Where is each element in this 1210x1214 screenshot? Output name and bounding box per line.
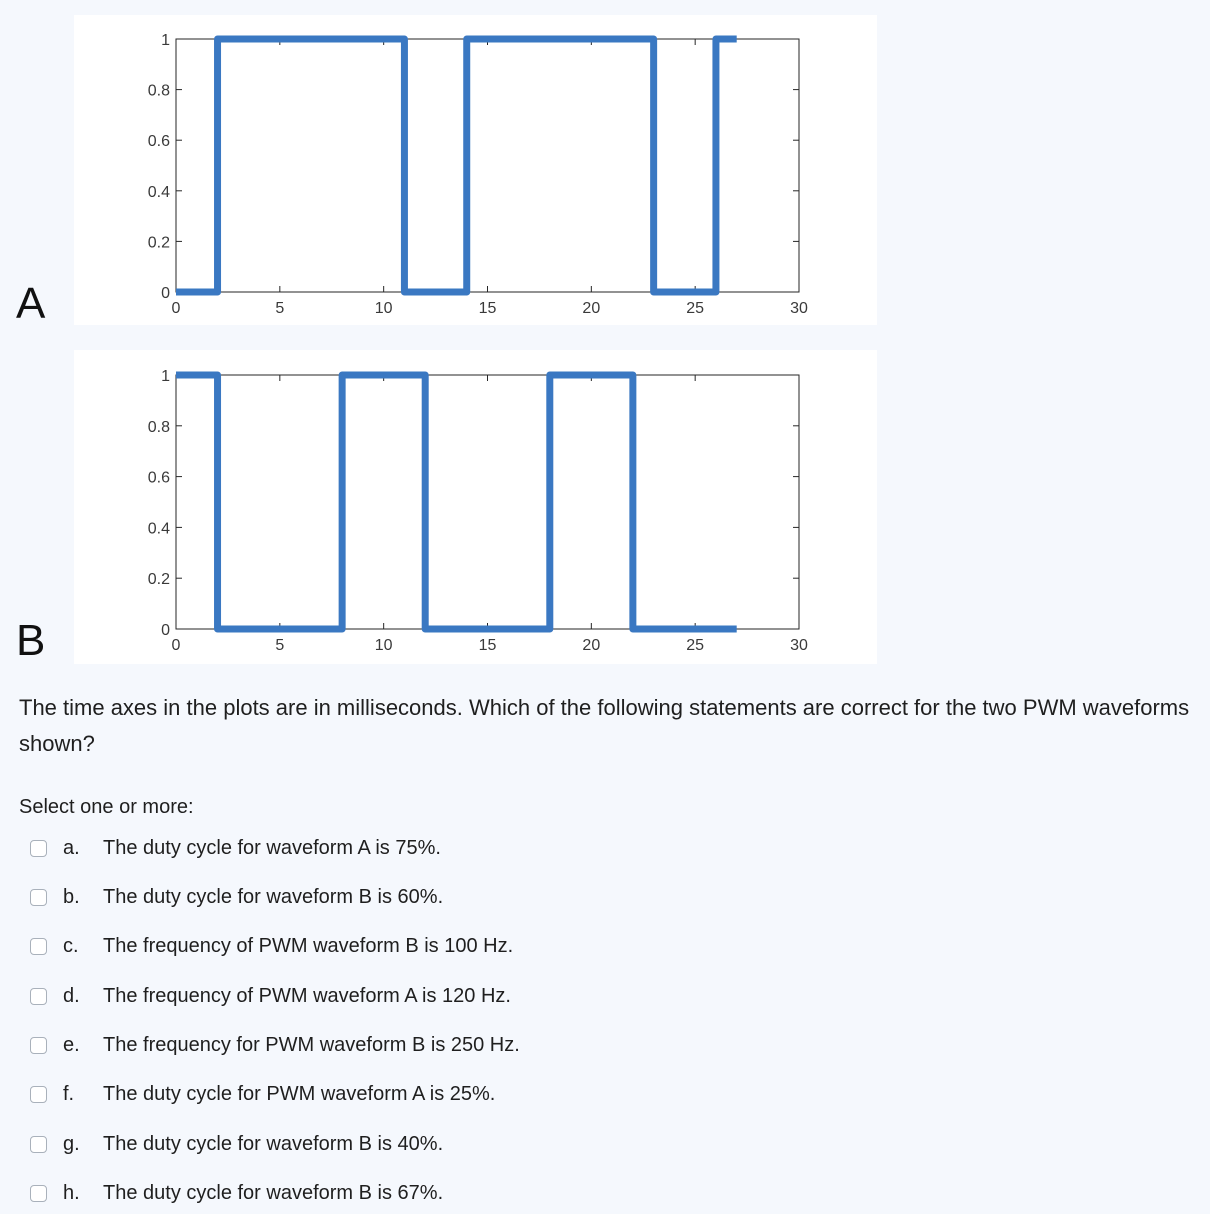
- checkbox[interactable]: [30, 1086, 47, 1103]
- option-a[interactable]: [0, 828, 700, 868]
- x-tick-label: 10: [374, 637, 393, 654]
- option-e[interactable]: [0, 1025, 700, 1065]
- plot-a: [74, 15, 877, 325]
- axes-box: [176, 375, 799, 629]
- option-text: The duty cycle for waveform B is 40%.: [103, 1132, 444, 1155]
- y-tick-label: 0.6: [147, 133, 170, 151]
- option-text: The frequency of PWM waveform B is 100 Hz.: [103, 934, 514, 957]
- axes-box: [176, 39, 799, 292]
- x-tick-label: 10: [374, 300, 393, 317]
- x-tick-label: 20: [582, 637, 601, 654]
- series-line: [176, 375, 737, 629]
- x-tick-label: 5: [275, 637, 285, 654]
- y-tick-label: 0: [161, 622, 170, 639]
- option-letter: c.: [63, 934, 79, 957]
- y-tick-label: 0.6: [147, 469, 170, 487]
- checkbox[interactable]: [30, 840, 47, 857]
- y-tick-label: 0.2: [147, 571, 170, 589]
- plot-b-label: B: [16, 616, 46, 665]
- option-text: The frequency for PWM waveform B is 250 Hz.: [103, 1033, 520, 1056]
- x-tick-label: 15: [478, 300, 497, 317]
- option-text: The frequency of PWM waveform A is 120 Hz.: [103, 984, 511, 1007]
- option-letter: g.: [63, 1132, 80, 1155]
- option-text: The duty cycle for PWM waveform A is 25%.: [103, 1082, 496, 1105]
- plot-b: [74, 350, 877, 664]
- y-tick-label: 0.8: [147, 82, 170, 100]
- plot-a-label: A: [16, 279, 46, 328]
- option-letter: a.: [63, 836, 80, 859]
- x-tick-label: 30: [790, 300, 808, 317]
- option-letter: f.: [63, 1082, 75, 1105]
- option-f[interactable]: [0, 1074, 700, 1114]
- y-tick-label: 1: [161, 368, 170, 385]
- option-g[interactable]: [0, 1124, 700, 1164]
- option-letter: e.: [63, 1033, 80, 1056]
- option-text: The duty cycle for waveform B is 67%.: [103, 1181, 444, 1204]
- x-tick-label: 5: [275, 300, 285, 317]
- checkbox[interactable]: [30, 889, 47, 906]
- series-line: [176, 39, 737, 292]
- checkbox[interactable]: [30, 1136, 47, 1153]
- option-b[interactable]: [0, 877, 700, 917]
- y-tick-label: 0.4: [147, 520, 170, 538]
- checkbox[interactable]: [30, 1037, 47, 1054]
- x-tick-label: 20: [582, 300, 601, 317]
- option-text: The duty cycle for waveform A is 75%.: [103, 836, 441, 859]
- y-tick-label: 0.8: [147, 418, 170, 436]
- x-tick-label: 0: [171, 637, 181, 654]
- checkbox[interactable]: [30, 1185, 47, 1202]
- option-text: The duty cycle for waveform B is 60%.: [103, 885, 444, 908]
- x-tick-label: 15: [478, 637, 497, 654]
- chart-b-svg: [74, 350, 877, 664]
- y-tick-label: 0.4: [147, 183, 170, 201]
- chart-a-svg: [74, 15, 877, 325]
- question-text: The time axes in the plots are in milliseconds. Which of the following statements are correct for the two PWM waveforms shown?: [19, 695, 1190, 756]
- x-tick-label: 25: [686, 637, 705, 654]
- y-tick-label: 0.2: [147, 234, 170, 252]
- checkbox[interactable]: [30, 988, 47, 1005]
- option-d[interactable]: [0, 976, 700, 1016]
- option-c[interactable]: [0, 926, 700, 966]
- option-letter: d.: [63, 984, 80, 1007]
- x-tick-label: 25: [686, 300, 705, 317]
- option-letter: b.: [63, 885, 80, 908]
- x-tick-label: 0: [171, 300, 181, 317]
- option-letter: h.: [63, 1181, 80, 1204]
- x-tick-label: 30: [790, 637, 808, 654]
- select-prompt: Select one or more:: [19, 796, 194, 818]
- y-tick-label: 1: [161, 32, 170, 49]
- checkbox[interactable]: [30, 938, 47, 955]
- option-h[interactable]: [0, 1173, 700, 1213]
- y-tick-label: 0: [161, 285, 170, 302]
